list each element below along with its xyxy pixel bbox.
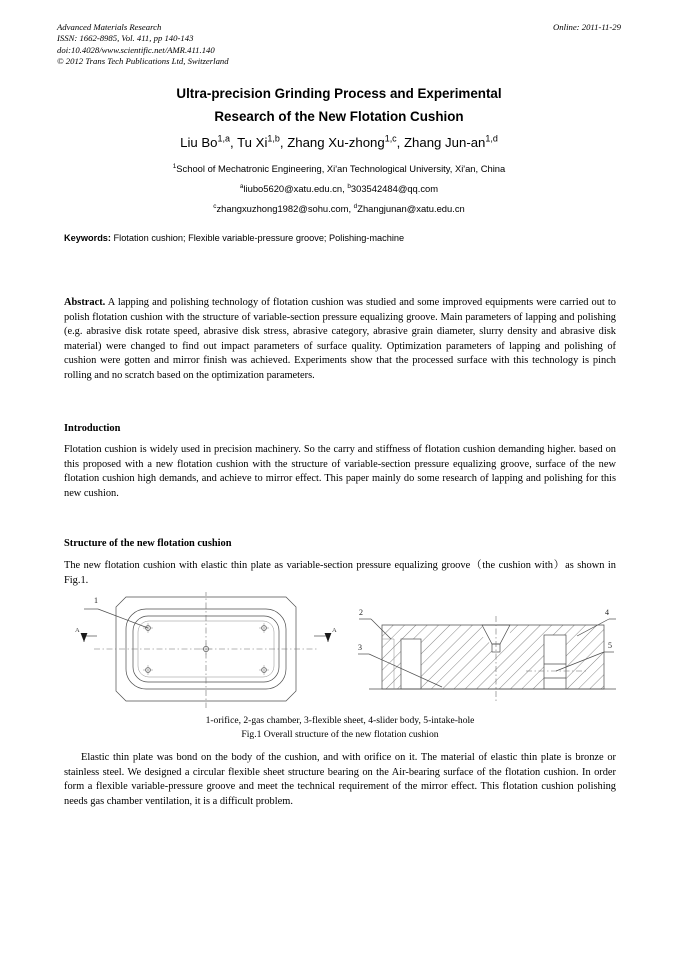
figure-label-3: 3: [358, 643, 362, 652]
section-label-left: A: [75, 627, 80, 634]
figure-1-legend: 1-orifice, 2-gas chamber, 3-flexible sheet, 4-slider body, 5-intake-hole: [205, 715, 475, 726]
section-structure-body-wrap: [64, 559, 616, 588]
affiliation-marker: 1: [172, 162, 177, 170]
section-introduction-heading: Introduction: [64, 423, 121, 434]
email-marker-a: a: [239, 182, 244, 190]
author-1-marker: 1,a: [217, 133, 230, 144]
author-list: Liu Bo$^{1,a}$, Tu Xi$^{1,b}$, Zhang Xu-zhong$^{1,c}$, Zhang Jun-an$^{1,d}$: [180, 133, 498, 150]
email-address-b: 303542484@qq.com: [350, 183, 439, 194]
issn-line: ISSN: 1662-8985, Vol. 411, pp 140-143: [57, 33, 194, 44]
orifice-bottom-left: [143, 665, 153, 675]
journal-name: Advanced Materials Research: [57, 22, 162, 32]
figure-1-caption-block: [64, 714, 616, 741]
figure-label-2: 2: [359, 608, 363, 617]
figure-label-5: 5: [608, 641, 612, 650]
page-title-line-2: Research of the New Flotation Cushion: [214, 109, 464, 124]
title-block: [57, 82, 621, 219]
email-marker-d: d: [353, 202, 358, 210]
email-line-1: [57, 179, 621, 199]
author-1-name: Liu Bo: [180, 135, 218, 150]
section-structure-body: The new flotation cushion with elastic thin plate as variable-section pressure equalizing groove（the cushion with）as shown in Fig.1.: [64, 560, 616, 586]
figure-label-1: 1: [94, 596, 98, 605]
section-introduction-body-wrap: [64, 443, 616, 501]
keywords-line: [64, 232, 616, 245]
section-marker-left: [75, 627, 97, 642]
figure-label-4: 4: [605, 608, 609, 617]
abstract-block: [64, 296, 616, 384]
section-view-group: [358, 608, 616, 702]
author-3-name: Zhang Xu-zhong: [287, 135, 385, 150]
keywords-label: Keywords:: [64, 233, 111, 243]
email-marker-c: c: [213, 202, 217, 210]
email-line-2: [57, 199, 621, 219]
leader-line-1: [98, 609, 148, 628]
section-structure-heading-wrap: [64, 537, 616, 552]
author-4-name: Zhang Jun-an: [404, 135, 486, 150]
abstract-text: A lapping and polishing technology of flotation cushion was studied and some improved equipments were carried out to polish flotation cushion with the structure of variable-section pressure equalizing groove. Main parameters of lapping and polishing (e.g. abrasive disk rotate speed, abrasive disk stress, abrasive category, abrasive grain diameter, slurry density and abrasive disk material) were changed to find out impact parameters of surface quality. Optimization parameters of lapping and polishing of cushion were gotten and mirror finish was achieved. Experiments show that the processed surface with this technology is pinch rolling and no scratch based on the optimization parameters.: [64, 297, 616, 381]
page-title-line-1: Ultra-precision Grinding Process and Experimental: [176, 86, 502, 101]
author-2-marker: 1,b: [267, 133, 280, 144]
plan-view-group: [75, 592, 337, 708]
orifice-top-right: [259, 623, 269, 633]
section-introduction-heading-wrap: [64, 422, 616, 437]
orifice-bottom-right: [259, 665, 269, 675]
closing-paragraph-wrap: [64, 751, 616, 809]
online-date: Online: 2011-11-29: [553, 22, 621, 32]
author-2-name: Tu Xi: [237, 135, 268, 150]
copyright-line: © 2012 Trans Tech Publications Ltd, Switzerland: [57, 55, 229, 66]
figure-1-caption: Fig.1 Overall structure of the new flotation cushion: [241, 728, 439, 740]
figure-1-drawing: [64, 592, 616, 710]
abstract-label: Abstract.: [64, 297, 106, 308]
section-label-right: A: [332, 627, 337, 634]
affiliation-text: School of Mechatronic Engineering, Xi'an Technological University, Xi'an, China: [176, 163, 506, 174]
closing-paragraph: Elastic thin plate was bond on the body of the cushion, and with orifice on it. The material of elastic thin plate is bronze or stainless steel. We designed a circular flexible sheet structure bearing on the Air-bearing surface of the flotation cushion. In order form a flexible variable-pressure groove and meet the technical requirement of the mirror effect. This flotation cushion polishing needs gas chamber ventilation, it is a difficult problem.: [64, 752, 616, 807]
slider-body-hatch: [382, 625, 604, 689]
section-introduction-body: Flotation cushion is widely used in precision machinery. So the carry and stiffness of flotation cushion demanding higher. based on this proposed with a new flotation cushion with the structure of variable-section pressure equalizing groove, surface of the new flotation cushion high demands, and achieve to mirror effect. This paper mainly do some research of lapping and polishing for this new cushion.: [64, 444, 616, 499]
running-head: [57, 22, 621, 67]
figure-1: [64, 592, 616, 710]
email-marker-b: b: [347, 182, 351, 190]
doi-line: doi:10.4028/www.scientific.net/AMR.411.140: [57, 44, 215, 55]
author-3-marker: 1,c: [384, 133, 397, 144]
affiliation-line: [57, 159, 621, 179]
author-4-marker: 1,d: [485, 133, 498, 144]
section-marker-right: [314, 627, 337, 642]
email-address-a: liubo5620@xatu.edu.cn,: [243, 183, 348, 194]
section-structure-heading: Structure of the new flotation cushion: [64, 538, 232, 549]
email-address-c: zhangxuzhong1982@sohu.com,: [216, 203, 354, 214]
keywords-value: Flotation cushion; Flexible variable-pressure groove; Polishing-machine: [110, 233, 405, 243]
journal-info: [57, 22, 229, 67]
email-address-d: Zhangjunan@xatu.edu.cn: [357, 203, 465, 214]
